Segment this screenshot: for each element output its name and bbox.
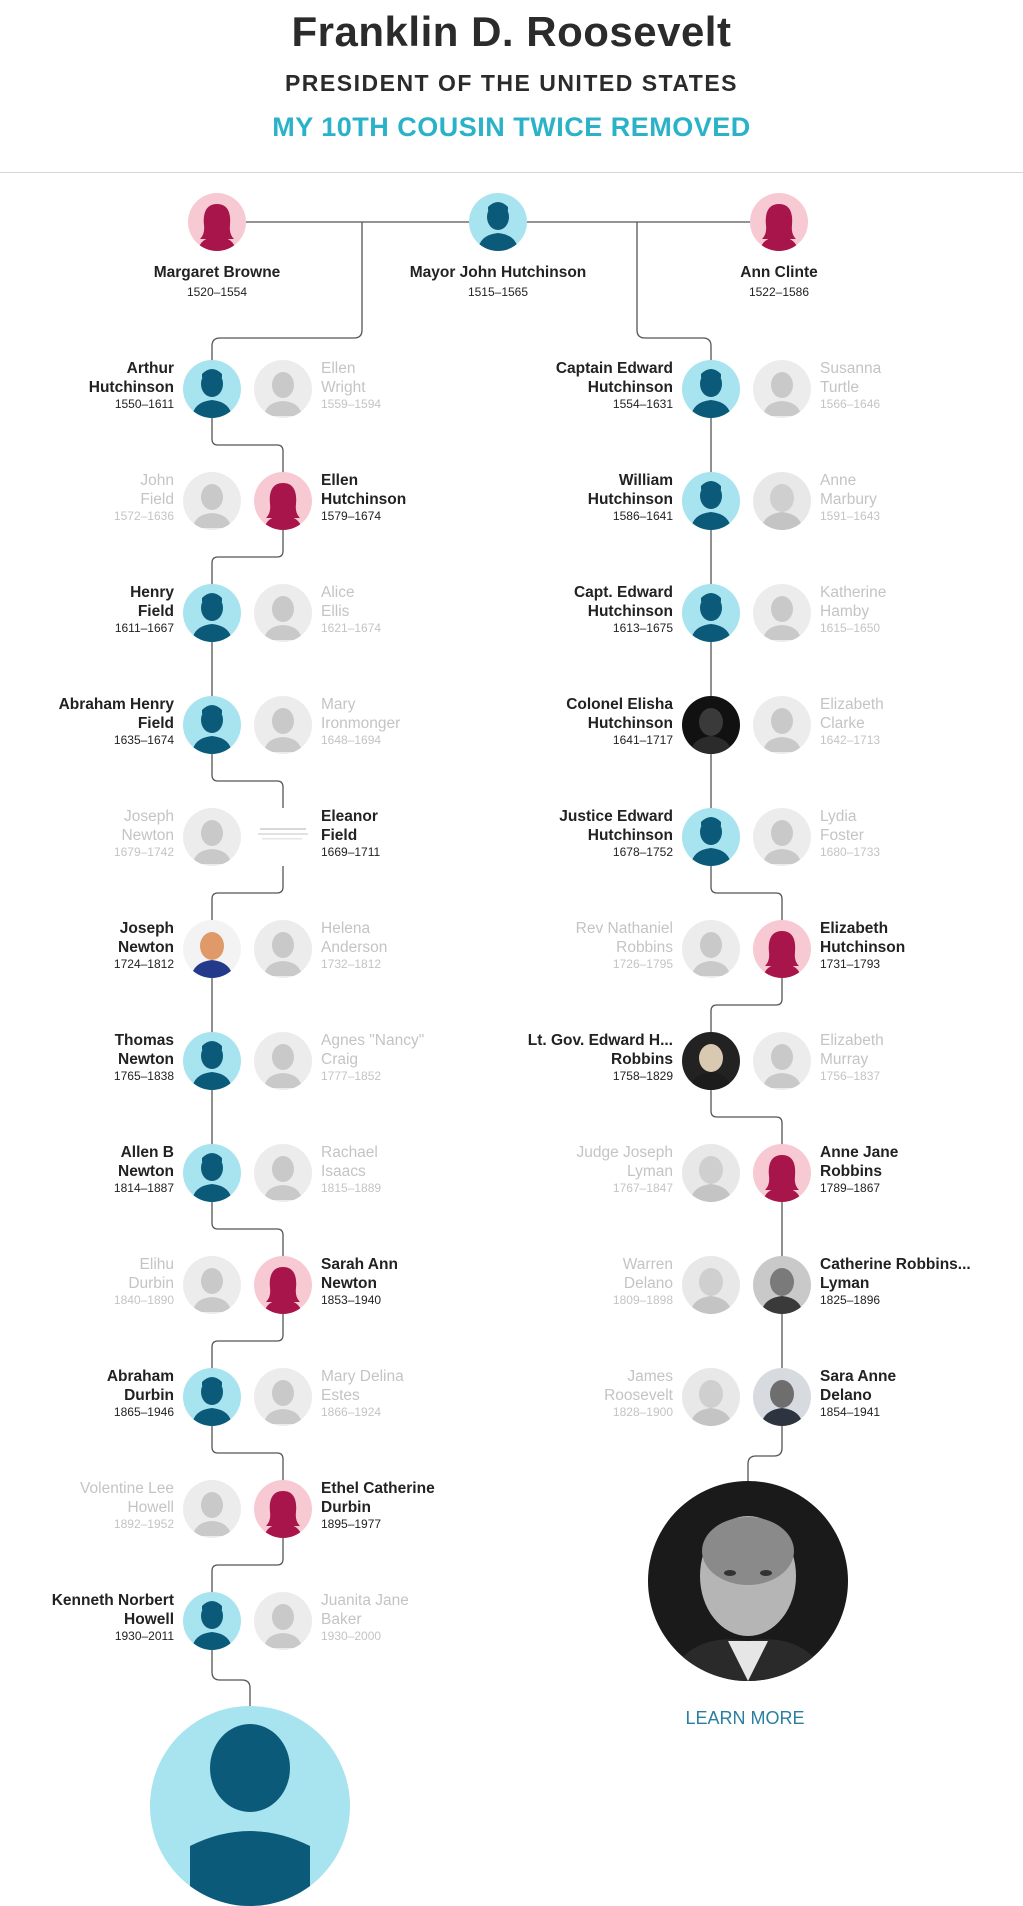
page-subtitle: PRESIDENT OF THE UNITED STATES [284, 70, 739, 96]
left-spouse-3-dates: 1648–1694 [321, 733, 382, 747]
right-spouse-3-person-icon [753, 696, 811, 754]
right-spouse-9-person-icon [682, 1368, 740, 1426]
left-main-1-person-icon [254, 472, 312, 530]
right-main-3-name-line: Colonel Elisha [566, 696, 673, 713]
right-spouse-avatar-1[interactable] [753, 472, 811, 530]
right-spouse-avatar-3[interactable] [753, 696, 811, 754]
margaret-browne-person-icon [188, 193, 246, 251]
left-main-0-name-line: Hutchinson [88, 379, 174, 396]
connector-line [212, 1314, 283, 1368]
left-spouse-9-name-line: Estes [321, 1387, 360, 1404]
left-main-6-dates: 1765–1838 [113, 1069, 174, 1083]
left-main-9-name-line: Abraham [106, 1368, 174, 1385]
right-main-2-dates: 1613–1675 [612, 621, 673, 635]
right-main-avatar-4[interactable] [682, 808, 740, 866]
left-spouse-avatar-0[interactable] [254, 360, 312, 418]
left-main-avatar-3[interactable] [183, 696, 241, 754]
left-spouse-2-dates: 1621–1674 [321, 621, 382, 635]
left-spouse-3-name-line: Ironmonger [321, 715, 401, 732]
right-spouse-9-dates: 1828–1900 [612, 1405, 673, 1419]
left-spouse-avatar-1[interactable] [183, 472, 241, 530]
left-spouse-7-person-icon [254, 1144, 312, 1202]
right-main-1-person-icon [682, 472, 740, 530]
left-spouse-8-name-line: Durbin [128, 1275, 174, 1292]
left-spouse-3-name-line: Mary [321, 696, 356, 713]
right-main-3-dates: 1641–1717 [612, 733, 673, 747]
left-spouse-1-person-icon [183, 472, 241, 530]
left-spouse-7-name-line: Isaacs [321, 1163, 366, 1180]
right-main-5-name-line: Elizabeth [820, 920, 889, 937]
connector-line [212, 1538, 283, 1592]
right-spouse-0-name-line: Susanna [820, 360, 882, 377]
eleanor-field-document-icon[interactable] [254, 808, 312, 866]
connector-line [212, 530, 283, 584]
learn-more-link[interactable]: LEARN MORE [685, 1708, 805, 1728]
right-main-8-name-line: Lyman [820, 1275, 870, 1292]
left-main-5-dates: 1724–1812 [113, 957, 174, 971]
ann-dates: 1522–1586 [748, 285, 810, 299]
left-spouse-5-name-line: Helena [321, 920, 371, 937]
left-spouse-avatar-3[interactable] [254, 696, 312, 754]
right-spouse-1-dates: 1591–1643 [820, 509, 881, 523]
right-main-avatar-1[interactable] [682, 472, 740, 530]
left-main-10-name-line: Durbin [321, 1499, 371, 1516]
left-spouse-6-name-line: Agnes "Nancy" [321, 1032, 425, 1049]
right-spouse-0-dates: 1566–1646 [820, 397, 881, 411]
right-spouse-2-person-icon [753, 584, 811, 642]
left-spouse-avatar-5[interactable] [254, 920, 312, 978]
left-main-8-name-line: Newton [321, 1275, 377, 1292]
right-main-9-dates: 1854–1941 [820, 1405, 881, 1419]
right-main-2-name-line: Hutchinson [587, 603, 673, 620]
left-main-2-person-icon [183, 584, 241, 642]
right-main-2-name-line: Capt. Edward [573, 584, 673, 601]
right-main-avatar-5[interactable] [753, 920, 811, 978]
left-spouse-10-dates: 1892–1952 [113, 1517, 174, 1531]
left-spouse-avatar-6[interactable] [254, 1032, 312, 1090]
left-main-3-person-icon [183, 696, 241, 754]
left-main-4-dates: 1669–1711 [321, 845, 381, 859]
left-spouse-10-name-line: Volentine Lee [80, 1480, 174, 1497]
right-main-2-person-icon [682, 584, 740, 642]
right-main-7-name-line: Robbins [820, 1163, 882, 1180]
left-spouse-9-person-icon [254, 1368, 312, 1426]
connector-line [212, 418, 283, 472]
left-main-3-dates: 1635–1674 [113, 733, 174, 747]
left-main-7-name-line: Newton [118, 1163, 174, 1180]
john-hutchinson-person-icon [469, 193, 527, 251]
left-main-0-person-icon [183, 360, 241, 418]
right-main-7-person-icon [753, 1144, 811, 1202]
right-spouse-1-name-line: Marbury [820, 491, 877, 508]
right-main-8-dates: 1825–1896 [820, 1293, 881, 1307]
john-hutchinson-avatar[interactable] [469, 193, 527, 251]
right-main-0-name-line: Captain Edward [555, 360, 673, 377]
left-spouse-avatar-4[interactable] [183, 808, 241, 866]
right-main-0-person-icon [682, 360, 740, 418]
left-spouse-4-dates: 1679–1742 [113, 845, 174, 859]
left-spouse-11-name-line: Baker [321, 1611, 362, 1628]
right-spouse-7-dates: 1767–1847 [612, 1181, 673, 1195]
right-spouse-5-name-line: Robbins [616, 939, 673, 956]
left-spouse-5-person-icon [254, 920, 312, 978]
left-main-8-name-line: Sarah Ann [321, 1256, 398, 1273]
right-spouse-3-dates: 1642–1713 [820, 733, 881, 747]
right-spouse-2-dates: 1615–1650 [820, 621, 881, 635]
right-main-avatar-6[interactable] [682, 1032, 740, 1090]
right-spouse-3-name-line: Clarke [820, 715, 865, 732]
margaret-name: Margaret Browne [153, 264, 281, 281]
right-spouse-avatar-6[interactable] [753, 1032, 811, 1090]
left-spouse-6-person-icon [254, 1032, 312, 1090]
right-main-6-dates: 1758–1829 [612, 1069, 673, 1083]
left-main-4-name-line: Eleanor [321, 808, 378, 825]
ann-clinte-avatar[interactable] [750, 193, 808, 251]
connector-line [212, 1650, 250, 1706]
left-main-5-name-line: Joseph [119, 920, 174, 937]
left-main-10-dates: 1895–1977 [321, 1517, 382, 1531]
right-spouse-4-name-line: Foster [820, 827, 864, 844]
right-spouse-5-name-line: Rev Nathaniel [575, 920, 673, 937]
right-spouse-4-name-line: Lydia [820, 808, 857, 825]
right-main-4-name-line: Justice Edward [559, 808, 673, 825]
right-main-5-name-line: Hutchinson [820, 939, 906, 956]
left-spouse-avatar-8[interactable] [183, 1256, 241, 1314]
left-spouse-8-dates: 1840–1890 [113, 1293, 174, 1307]
right-spouse-8-name-line: Warren [622, 1256, 673, 1273]
right-spouse-6-name-line: Murray [820, 1051, 869, 1068]
left-spouse-7-name-line: Rachael [321, 1144, 378, 1161]
left-main-1-name-line: Hutchinson [321, 491, 407, 508]
you-avatar [150, 1706, 350, 1906]
left-main-avatar-2[interactable] [183, 584, 241, 642]
left-main-avatar-7[interactable] [183, 1144, 241, 1202]
right-main-7-name-line: Anne Jane [820, 1144, 899, 1161]
right-spouse-avatar-0[interactable] [753, 360, 811, 418]
connector-line [212, 866, 283, 920]
left-main-11-dates: 1930–2011 [114, 1629, 174, 1643]
left-main-0-name-line: Arthur [126, 360, 174, 377]
left-spouse-4-person-icon [183, 808, 241, 866]
left-main-2-name-line: Field [137, 603, 174, 620]
right-spouse-avatar-2[interactable] [753, 584, 811, 642]
right-spouse-4-dates: 1680–1733 [820, 845, 881, 859]
connector-line [212, 1426, 283, 1480]
right-main-6-person-icon [682, 1032, 740, 1090]
right-main-avatar-8[interactable] [753, 1256, 811, 1314]
left-main-6-name-line: Newton [118, 1051, 174, 1068]
left-spouse-3-person-icon [254, 696, 312, 754]
left-spouse-5-name-line: Anderson [321, 939, 388, 956]
joseph-newton-avatar[interactable] [183, 920, 241, 978]
left-spouse-avatar-9[interactable] [254, 1368, 312, 1426]
left-spouse-10-name-line: Howell [127, 1499, 174, 1516]
right-main-3-name-line: Hutchinson [587, 715, 673, 732]
left-spouse-1-name-line: John [140, 472, 174, 489]
right-spouse-7-name-line: Judge Joseph [576, 1144, 673, 1161]
left-spouse-1-dates: 1572–1636 [113, 509, 174, 523]
left-spouse-6-name-line: Craig [321, 1051, 359, 1068]
left-spouse-4-name-line: Newton [121, 827, 174, 844]
left-main-9-name-line: Durbin [124, 1387, 174, 1404]
left-main-7-dates: 1814–1887 [113, 1181, 174, 1195]
left-spouse-5-dates: 1732–1812 [321, 957, 382, 971]
right-main-4-dates: 1678–1752 [612, 845, 673, 859]
right-spouse-9-name-line: James [627, 1368, 673, 1385]
left-main-11-name-line: Howell [124, 1611, 174, 1628]
left-main-2-name-line: Henry [130, 584, 174, 601]
left-main-1-name-line: Ellen [321, 472, 359, 489]
left-spouse-8-person-icon [183, 1256, 241, 1314]
left-main-avatar-9[interactable] [183, 1368, 241, 1426]
left-main-6-name-line: Thomas [114, 1032, 174, 1049]
right-spouse-avatar-4[interactable] [753, 808, 811, 866]
left-spouse-10-person-icon [183, 1480, 241, 1538]
left-spouse-0-dates: 1559–1594 [321, 397, 382, 411]
margaret-browne-avatar[interactable] [188, 193, 246, 251]
relationship-label: MY 10TH COUSIN TWICE REMOVED [272, 112, 751, 142]
left-spouse-9-dates: 1866–1924 [321, 1405, 382, 1419]
left-main-avatar-10[interactable] [254, 1480, 312, 1538]
left-spouse-0-name-line: Wright [321, 379, 366, 396]
right-main-0-name-line: Hutchinson [587, 379, 673, 396]
left-spouse-1-name-line: Field [140, 491, 174, 508]
right-spouse-5-person-icon [682, 920, 740, 978]
connector-line [711, 978, 782, 1032]
left-spouse-2-name-line: Ellis [321, 603, 350, 620]
left-spouse-avatar-2[interactable] [254, 584, 312, 642]
right-main-avatar-7[interactable] [753, 1144, 811, 1202]
margaret-dates: 1520–1554 [186, 285, 248, 299]
right-spouse-2-name-line: Hamby [820, 603, 870, 620]
right-spouse-4-person-icon [753, 808, 811, 866]
right-main-4-person-icon [682, 808, 740, 866]
joseph-newton-person-icon [183, 920, 241, 978]
right-main-9-person-icon [753, 1368, 811, 1426]
right-spouse-0-name-line: Turtle [820, 379, 860, 396]
right-spouse-avatar-9[interactable] [682, 1368, 740, 1426]
left-main-11-person-icon [183, 1592, 241, 1650]
right-main-avatar-3[interactable] [682, 696, 740, 754]
connector-line [748, 1426, 782, 1481]
right-spouse-avatar-5[interactable] [682, 920, 740, 978]
left-main-8-dates: 1853–1940 [321, 1293, 382, 1307]
left-main-3-name-line: Abraham Henry [58, 696, 174, 713]
right-main-1-name-line: William [618, 472, 673, 489]
left-main-avatar-11[interactable] [183, 1592, 241, 1650]
right-spouse-7-person-icon [682, 1144, 740, 1202]
left-spouse-avatar-11[interactable] [254, 1592, 312, 1650]
right-spouse-5-dates: 1726–1795 [612, 957, 673, 971]
right-spouse-9-name-line: Roosevelt [604, 1387, 673, 1404]
connector-line [212, 754, 283, 808]
left-main-7-name-line: Allen B [120, 1144, 174, 1161]
left-spouse-avatar-10[interactable] [183, 1480, 241, 1538]
right-spouse-avatar-8[interactable] [682, 1256, 740, 1314]
connector-line [711, 1090, 782, 1144]
left-spouse-9-name-line: Mary Delina [321, 1368, 404, 1385]
right-spouse-avatar-7[interactable] [682, 1144, 740, 1202]
left-spouse-avatar-7[interactable] [254, 1144, 312, 1202]
left-spouse-11-name-line: Juanita Jane [321, 1592, 409, 1609]
right-main-6-name-line: Lt. Gov. Edward H... [527, 1032, 673, 1049]
left-main-0-dates: 1550–1611 [114, 397, 174, 411]
left-spouse-2-name-line: Alice [321, 584, 355, 601]
ann-name: Ann Clinte [740, 264, 818, 281]
fdr-portrait[interactable] [648, 1481, 848, 1681]
john-dates: 1515–1565 [467, 285, 529, 299]
connector-line [212, 1202, 283, 1256]
right-main-8-person-icon [753, 1256, 811, 1314]
connector-line [711, 866, 782, 920]
left-main-1-dates: 1579–1674 [321, 509, 382, 523]
left-spouse-0-name-line: Ellen [321, 360, 356, 377]
right-main-5-dates: 1731–1793 [820, 957, 881, 971]
page-title: Franklin D. Roosevelt [291, 8, 732, 55]
ann-clinte-person-icon [750, 193, 808, 251]
left-main-avatar-0[interactable] [183, 360, 241, 418]
left-main-6-person-icon [183, 1032, 241, 1090]
left-spouse-6-dates: 1777–1852 [321, 1069, 382, 1083]
right-main-0-dates: 1554–1631 [612, 397, 673, 411]
left-main-11-name-line: Kenneth Norbert [51, 1592, 174, 1609]
left-main-10-person-icon [254, 1480, 312, 1538]
right-spouse-7-name-line: Lyman [627, 1163, 673, 1180]
left-main-avatar-8[interactable] [254, 1256, 312, 1314]
left-main-7-person-icon [183, 1144, 241, 1202]
right-main-avatar-9[interactable] [753, 1368, 811, 1426]
right-spouse-8-person-icon [682, 1256, 740, 1314]
left-spouse-2-person-icon [254, 584, 312, 642]
right-spouse-3-name-line: Elizabeth [820, 696, 884, 713]
right-main-1-name-line: Hutchinson [587, 491, 673, 508]
john-name: Mayor John Hutchinson [409, 264, 587, 281]
left-main-2-dates: 1611–1667 [114, 621, 174, 635]
right-spouse-6-dates: 1756–1837 [820, 1069, 881, 1083]
right-spouse-6-name-line: Elizabeth [820, 1032, 884, 1049]
right-spouse-1-name-line: Anne [820, 472, 857, 489]
left-spouse-11-dates: 1930–2000 [321, 1629, 382, 1643]
right-main-1-dates: 1586–1641 [612, 509, 673, 523]
left-spouse-4-name-line: Joseph [124, 808, 174, 825]
left-spouse-8-name-line: Elihu [139, 1256, 174, 1273]
left-main-5-name-line: Newton [118, 939, 174, 956]
left-main-10-name-line: Ethel Catherine [321, 1480, 435, 1497]
right-spouse-0-person-icon [753, 360, 811, 418]
right-main-avatar-2[interactable] [682, 584, 740, 642]
right-main-avatar-0[interactable] [682, 360, 740, 418]
left-main-avatar-6[interactable] [183, 1032, 241, 1090]
right-main-9-name-line: Sara Anne [820, 1368, 897, 1385]
right-spouse-1-person-icon [753, 472, 811, 530]
right-spouse-8-name-line: Delano [623, 1275, 673, 1292]
left-spouse-0-person-icon [254, 360, 312, 418]
left-main-9-person-icon [183, 1368, 241, 1426]
left-spouse-11-person-icon [254, 1592, 312, 1650]
right-main-5-person-icon [753, 920, 811, 978]
right-main-8-name-line: Catherine Robbins... [820, 1256, 971, 1273]
left-main-8-person-icon [254, 1256, 312, 1314]
right-spouse-6-person-icon [753, 1032, 811, 1090]
left-main-9-dates: 1865–1946 [113, 1405, 174, 1419]
right-main-4-name-line: Hutchinson [587, 827, 673, 844]
left-main-avatar-1[interactable] [254, 472, 312, 530]
right-main-3-person-icon [682, 696, 740, 754]
left-main-4-name-line: Field [321, 827, 358, 844]
right-spouse-2-name-line: Katherine [820, 584, 887, 601]
right-main-9-name-line: Delano [820, 1387, 872, 1404]
right-spouse-8-dates: 1809–1898 [612, 1293, 673, 1307]
right-main-6-name-line: Robbins [611, 1051, 673, 1068]
right-main-7-dates: 1789–1867 [820, 1181, 881, 1195]
left-spouse-7-dates: 1815–1889 [321, 1181, 382, 1195]
left-main-3-name-line: Field [137, 715, 174, 732]
